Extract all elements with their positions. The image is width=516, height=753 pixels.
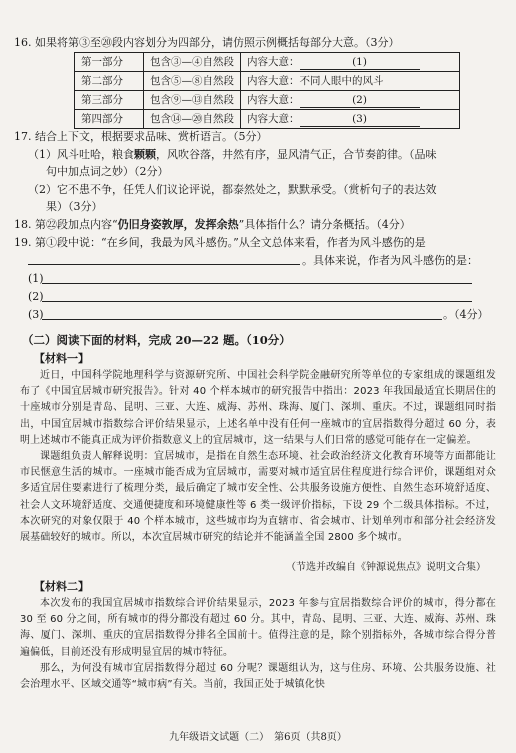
summary-content: (2) xyxy=(300,93,420,108)
q16-row xyxy=(75,72,460,91)
q16-summary-table xyxy=(74,52,460,129)
summary-content: (1) xyxy=(300,55,420,70)
summary-label: 内容大意： xyxy=(247,75,300,87)
part-name: 第二部分 xyxy=(75,72,144,91)
summary-content: (3) xyxy=(300,112,420,127)
q17-item2-tail: 果）（3分） xyxy=(46,200,103,213)
q16-row xyxy=(75,53,460,72)
q17-item1-tail: 句中加点词之妙）（2分） xyxy=(46,165,169,178)
part-summary[interactable] xyxy=(241,110,460,129)
material1-source: （节选并改编自《钟源说焦点》说明文合集） xyxy=(286,562,486,573)
material2-text xyxy=(20,596,496,693)
answer-blank[interactable] xyxy=(28,252,300,265)
summary-content: 不同人眼中的风斗 xyxy=(299,75,384,87)
part-range: 包含⑤—⑧自然段 xyxy=(144,72,241,91)
section2-title: （二）阅读下面的材料，完成 20—22 题。（10分） xyxy=(22,333,291,347)
q17-item2: （2）它不患不争，任凭人们议论评说，都泰然处之，默默承受。（赏析句子的表达效 xyxy=(28,183,437,196)
material2-label: 【材料二】 xyxy=(34,580,89,593)
part-summary[interactable] xyxy=(241,53,460,72)
page-footer: 九年级语文试题（二） 第6页（共8页） xyxy=(169,732,347,743)
m1-paragraph-2: 课题组负责人解释说明：宜居城市，是指在自然生态环境、社会政治经济文化教育环境等方面都能让市民惬意生活的城市。一座城市能否成为宜居城市，需要对城市适宜居住程度进行综合评价，课题组对众多适宜居住要素进行了梳理分类，最后确定了城市安全性、公共服务设施方便性、自然生态环境舒适度、社会人文环境舒适度、交通便捷度和环境健康性等 6 类一级评价指标，下设 29 个二级具体指标。不过，本次研究的对象仅限于 40 个样本城市，这些城市均为直辖市、省会城市、计划单列市和部分社会经济发展基础较好的城市。所以，本次宜居城市研究的结论并不能涵盖全国 2800 多个城市。 xyxy=(20,451,496,544)
part-name: 第四部分 xyxy=(75,110,144,129)
q19-points: 。（4分） xyxy=(443,308,489,321)
m2-paragraph-1: 本次发布的我国宜居城市指数综合评价结果显示，2023 年参与宜居指数综合评价的城市，得分都在 30 至 60 分之间，所有城市的得分都没有超过 60 分。其中，青岛、昆明、三亚、大连、威海、苏州、珠海、厦门、深圳、重庆的宜居指数得分排名全国前十。值得注意的是，除个别指标外，各城市综合得分普遍偏低，目前还没有形成明显宜居的城市特征。 xyxy=(20,598,496,658)
q19-line-3[interactable]: (3) xyxy=(28,306,442,322)
part-name: 第三部分 xyxy=(75,91,144,110)
part-summary[interactable] xyxy=(241,72,460,91)
part-range: 包含⑭—⑳自然段 xyxy=(144,110,241,129)
part-range: 包含⑨—⑬自然段 xyxy=(144,91,241,110)
q16-row xyxy=(75,110,460,129)
summary-label: 内容大意： xyxy=(247,113,300,125)
summary-label: 内容大意： xyxy=(247,94,300,106)
part-name: 第一部分 xyxy=(75,53,144,72)
q17-item1: （1）风斗吐哈，粮食颗颗，风吹谷落，井然有序，显风清气正，合节奏韵律。（品味 xyxy=(28,148,437,161)
part-summary[interactable] xyxy=(241,91,460,110)
q19-line-2[interactable]: (2) xyxy=(28,288,472,304)
m2-paragraph-2: 那么，为何没有城市宜居指数得分超过 60 分呢？课题组认为，这与住房、环境、公共服务设施、社会治理水平、区域交通等“城市病”有关。当前，我国正处于城镇化快 xyxy=(20,662,496,691)
material1-text xyxy=(20,368,496,546)
q16-row xyxy=(75,91,460,110)
q19-line-1[interactable]: (1) xyxy=(28,270,472,286)
q17-stem: 17. 结合上下文，根据要求品味、赏析语言。（5分） xyxy=(14,130,268,143)
part-range: 包含③—④自然段 xyxy=(144,53,241,72)
q18-stem: 18. 第㉒段加点内容“仍旧身姿敦厚，发挥余热”具体指什么？请分条概括。（4分） xyxy=(14,218,411,231)
m1-paragraph-1: 近日，中国科学院地理科学与资源研究所、中国社会科学院金融研究所等单位的专家组成的课题组发布了《中国宜居城市研究报告》。针对 40 个样本城市的研究报告中指出：2023 年我国最适宜长期居住的十座城市分别是青岛、昆明、三亚、大连、威海、苏州、珠海、厦门、深圳、重庆。不过，课题组同时指出，中国宜居城市指数综合评价结果显示，上述名单中没有任何一座城市的宜居指数得分超过 60 分，表明上述城市不能真正成为评价指数意义上的宜居城市，这一结果与人们日常的感觉可能存在一定偏差。 xyxy=(20,370,496,446)
material1-label: 【材料一】 xyxy=(34,352,89,365)
q19-answer-line-main[interactable]: 。具体来说，作者为风斗感伤的是： xyxy=(28,252,500,268)
q19-stem: 19. 第①段中说：“在乡间，我最为风斗感伤。”从全文总体来看，作者为风斗感伤的是 xyxy=(14,236,426,249)
q16-stem: 16. 如果将第③至⑳段内容划分为四部分，请仿照示例概括每部分大意。（3分） xyxy=(14,36,400,49)
summary-label: 内容大意： xyxy=(247,56,300,68)
